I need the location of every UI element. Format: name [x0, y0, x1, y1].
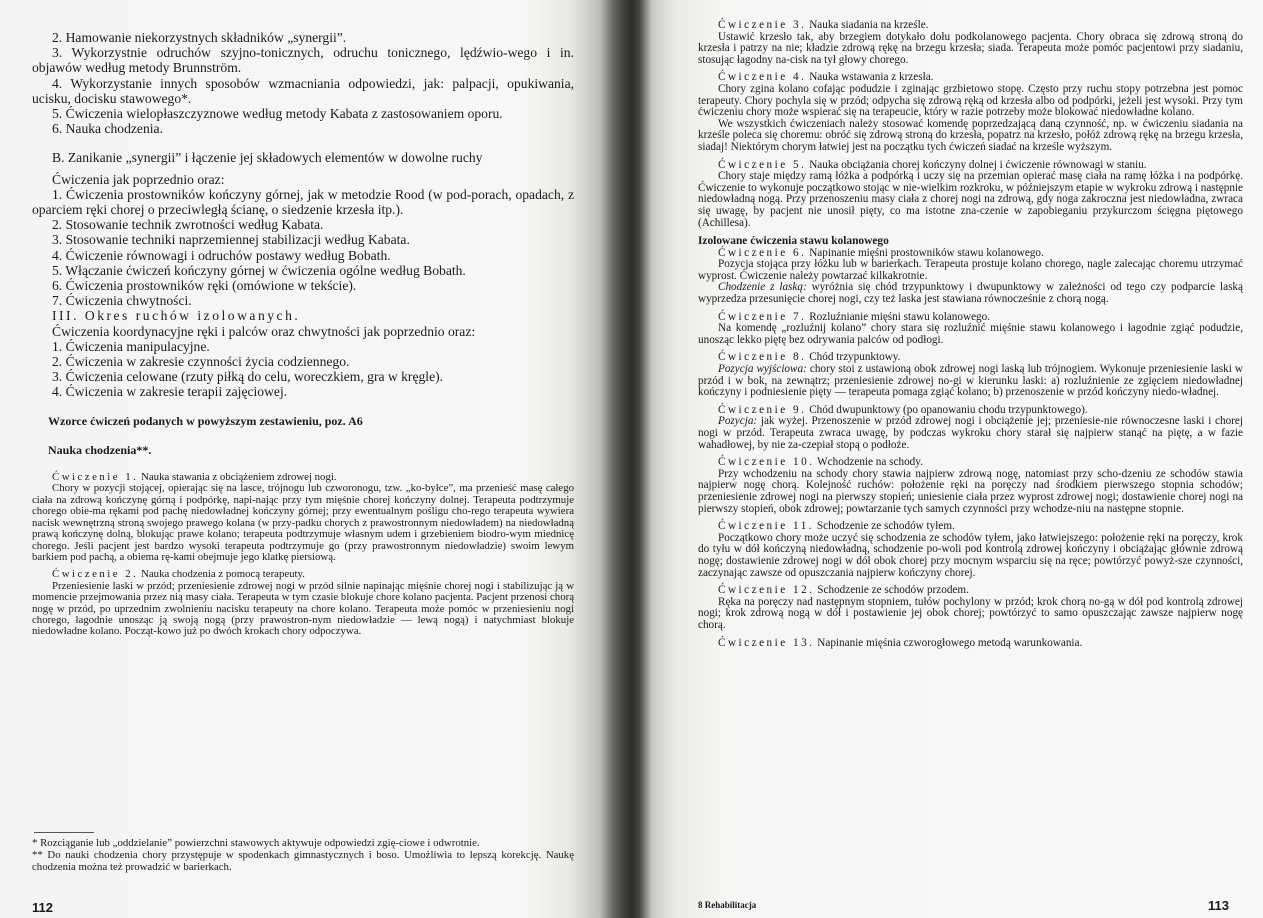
- exercise-label: Ćwiczenie 11.: [718, 520, 815, 533]
- period-heading: III. Okres ruchów izolowanych.: [52, 308, 301, 324]
- exercise-title: Nauka obciążania chorej kończyny dolnej i ćwiczenie równowagi w staniu.: [809, 158, 1147, 171]
- position-label: Pozycja:: [718, 415, 758, 428]
- list-item: 3. Wykorzystnie odruchów szyjno-tonicznych, odruchu tonicznego, lędźwio-wego i in. objawów według metody Brunnström.: [32, 45, 574, 76]
- exercise-body: Na komendę „rozluźnij kolano” chory stara się rozluźnić mięśnie stawu kolanowego i łagodnie zgiąć podudzie, unosząc lekko piętę bez odrywania palców od podłogi.: [698, 322, 1243, 346]
- exercise-title: Chód trzypunktowy.: [809, 351, 901, 364]
- right-page: [652, 0, 1263, 918]
- footnote-rule: [34, 832, 94, 833]
- signature-mark: 8 Rehabilitacja: [698, 900, 757, 910]
- exercise-label: Ćwiczenie 2.: [52, 568, 139, 581]
- exercise-title: Napinanie mięśni prostowników stawu kolanowego.: [809, 246, 1044, 259]
- list-item: 5. Ćwiczenia wielopłaszczyznowe według metody Kabata z zastosowaniem oporu.: [52, 106, 503, 122]
- exercise-body: Początkowo chory może uczyć się schodzenia ze schodów tyłem, jako łatwiejszego: położenie ręki na poręczy, krok do tyłu w dół kończyną niedowładną, schodzenie po-woli pod kontrolą zdrowej kończyny i obciążając głównie zdrową nogę; dostawienie zdrowej nogi w dół obok chorej przy mocnym wsparciu się na ręce; powtórzyć powyż-sze czynności, zaczynając zawsze od opuszczania najpierw kończyny chorej.: [698, 531, 1243, 579]
- footnote: * Rozciąganie lub „oddzielanie” powierzchni stawowych aktywuje odpowiedzi zgię-ciowe i odwrotnie.: [32, 837, 480, 849]
- list-item: 4. Ćwiczenia w zakresie terapii zajęciowej.: [52, 384, 288, 400]
- patterns-heading: Wzorce ćwiczeń podanych w powyższym zestawieniu, poz. A6: [48, 413, 363, 428]
- position-label: Pozycja wyjściowa:: [718, 363, 807, 376]
- list-item: 7. Ćwiczenia chwytności.: [52, 293, 192, 309]
- list-item: 4. Ćwiczenie równowagi i odruchów postawy według Bobath.: [52, 247, 391, 263]
- exercise-title: Nauka stawania z obciążeniem zdrowej nogi.: [141, 471, 337, 484]
- exercise-body: Chory staje między ramą łóżka a podpórką i uczy się na przemian opierać masę ciała na ramę łóżka i na podpórkę. Ćwiczenie to wykonuje początkowo stojąc w nie-wielkim rozkroku, w późniejszym etapie w wykroku zdrową i następnie niedowładną nogą. Przy przenoszeniu masy ciała z chorej nogi na zdrową, gdy noga zakroczna jest niedowładna, zwraca się uwagę, by pacjent nie unosił pięty, co ma istotne zna-czenie w zapobieganiu przykurczom ścięgna piętowego (Achillesa).: [698, 170, 1243, 229]
- page-number-right: 113: [1208, 898, 1229, 913]
- exercise-body: Chory w pozycji stojącej, opierając się na lasce, trójnogu lub czworonogu, tzw. „ko-byłce”, ma przenieść masę całego ciała na zdrową kończynę górną i podpórkę, napi-nając przy tym mięśnie chorej kończyny dolnej. Terapeuta podtrzymuje chorego obie-ma rękami pod pachę niedowładnej kończyny górnej; przy ewentualnym pośligu cho-rego terapeuta wywiera nacisk wewnętrzną stroną swojego prawego kolana (w przy-padku chorych z prawostronnym niedowładem) na niedowładną prawą kończynę dolną, blokując prawe kolano; terapeuta podtrzymuje własnym udem i grzebieniem biodro-wym miednicę chorego. Jeśli pacjent jest bardzo wysoki terapeuta podtrzymuje go (przy prawostronnym niedowładzie) swoim lewym barkiem pod pachą, a obiema rę-kami obejmuje jego klatkę piersiową.: [32, 482, 574, 563]
- exercise-label: Ćwiczenie 7.: [718, 310, 807, 323]
- exercise-label: Ćwiczenie 8.: [718, 351, 807, 364]
- exercise-body: jak wyżej. Przenoszenie w przód zdrowej nogi i obciążenie jej; przeniesie-nie równoczesne laski i chorej nogi w przód. Terapeuta zwraca uwagę, by podczas wykroku chory starał się najpierw stanąć na piętę, a w fazie wahadłowej, by nie za-czepiał stopą o podłoże.: [698, 415, 1244, 451]
- paragraph: Ćwiczenia jak poprzednio oraz:: [52, 171, 225, 187]
- exercise-title: Nauka wstawania z krzesła.: [809, 71, 934, 84]
- list-item: 1. Ćwiczenia manipulacyjne.: [52, 338, 210, 354]
- exercise-body: Pozycja stojąca przy łóżku lub w barierkach. Terapeuta prostuje kolano chorego, nagle zalecając choremu utrzymać wyprost. Ćwiczenie należy powtarzać kilkakrotnie.: [698, 258, 1243, 282]
- exercise-label: Ćwiczenie 5.: [718, 158, 807, 171]
- list-item: 3. Ćwiczenia celowane (rzuty piłką do celu, woreczkiem, gra w kręgle).: [52, 369, 444, 385]
- exercise-body: Ustawić krzesło tak, aby brzegiem dotykało dołu podkolanowego pacjenta. Chory obraca się zdrową stroną do krzesła i patrzy na nie; kładzie zdrową rękę na brzegu krzesła; siada. Terapeuta może pomóc pacjentowi przy siadaniu, stosując łagodny na-cisk na tył głowy chorego.: [698, 30, 1243, 66]
- footnote: ** Do nauki chodzenia chory przystępuje w spodenkach gimnastycznych i boso. Umożliwia to lepszą korekcję. Naukę chodzenia można też prowadzić w barierkach.: [32, 848, 574, 873]
- exercise-body: Chory zgina kolano cofając podudzie i zginając grzbietowo stopę. Często przy ruchu stopy potrzebna jest pomoc terapeuty. Chory pochyla się w przód; odpycha się zdrową ręką od krzesła albo od podpórki, jeżeli jest wysoki. Przy tym ćwiczeniu chory może wspierać się na terapeucie, który w razie potrzeby może blokować niedowładne kolano.: [698, 82, 1243, 119]
- list-item: 5. Włączanie ćwiczeń kończyny górnej w ćwiczenia ogólne według Bobath.: [52, 262, 466, 278]
- section-b-heading: B. Zanikanie „synergii” i łączenie jej składowych elementów w dowolne ruchy: [52, 150, 483, 166]
- knee-heading: Izolowane ćwiczenia stawu kolanowego: [698, 235, 889, 248]
- exercise-title: Nauka chodzenia z pomocą terapeuty.: [141, 568, 305, 581]
- list-item: 2. Hamowanie niekorzystnych składników „synergii”.: [52, 30, 347, 45]
- exercise-label: Ćwiczenie 4.: [718, 71, 807, 84]
- exercise-body: Przy wchodzeniu na schody chory stawia najpierw zdrową nogę, natomiast przy scho-dzeniu ze schodów stawia najpierw nogę chorą. Kolejność ruchów: położenie ręki na poręczy nad środkiem pierwszego stopnia schodów; przeniesienie zdrowej nogi na pierwszy stopień; uniesienie ciała przez wyprost zdrowej nogi; dostawienie chorej nogi na pierwszy stopień, obok zdrowej; powtarzanie tych samych czynności przy wchodze-niu na następne stopnie.: [698, 467, 1243, 515]
- left-page: [0, 0, 612, 918]
- exercise-title: Nauka siadania na krześle.: [809, 19, 929, 31]
- list-item: 2. Ćwiczenia w zakresie czynności życia codziennego.: [52, 354, 350, 370]
- exercise-body: wyróżnia się chód trzypunktowy i dwupunktowy w zależności od tego czy podparcie laską wyprzedza przesunięcie chorej nogi, czy też laska jest stawiana równocześnie z chorą nogą.: [698, 281, 1243, 306]
- list-item: 3. Stosowanie techniki naprzemiennej stabilizacji według Kabata.: [52, 232, 410, 248]
- list-item: 1. Ćwiczenia prostowników kończyny górnej, jak w metodzie Rood (w pod-porach, opadach, z oparciem ręki chorej o przeciwległą ścianę, o siedzenie krzesła itp.).: [32, 186, 574, 218]
- exercise-body: We wszystkich ćwiczeniach należy stosować komendę poprzedzającą daną czynność, np. w ćwiczeniu siadania na krześle poleca się choremu: obróć się zdrową stroną do krzesła, popatrz na krzesło, połóż zdrową rękę na brzegu krzesła, siadaj! Niektórym chorym łatwiej jest na początku tych ćwiczeń siadać na krześle wyższym.: [698, 117, 1243, 153]
- exercise-body: chory stoi z ustawioną obok zdrowej nogi laską lub trójnogiem. Wykonuje przeniesienie laski w przód i w bok, na zewnątrz; przeniesienie zdrowej no-gi w kierunku laski: a) rozluźnienie ze zgięciem niedowładnej kończyny i podniesienie pięty — terapeuta pomaga zgiąć kolano; b) przenoszenie w przód kończyny niedo-władnej.: [698, 363, 1243, 399]
- exercise-title: Schodzenie ze schodów tyłem.: [816, 520, 955, 533]
- exercise-title: Chód dwupunktowy (po opanowaniu chodu trzypunktowego).: [809, 403, 1088, 416]
- exercise-label: Ćwiczenie 1.: [52, 471, 139, 484]
- walk-heading: Nauka chodzenia**.: [48, 442, 152, 457]
- list-item: 6. Nauka chodzenia.: [52, 121, 163, 137]
- exercise-label: Ćwiczenie 13.: [718, 636, 815, 649]
- page-number-left: 112: [32, 900, 53, 915]
- list-item: 6. Ćwiczenia prostowników ręki (omówione w tekście).: [52, 278, 357, 294]
- exercise-label: Ćwiczenie 3.: [718, 19, 807, 31]
- paragraph: Ćwiczenia koordynacyjne ręki i palców oraz chwytności jak poprzednio oraz:: [52, 323, 476, 339]
- exercise-title: Napinanie mięśnia czworogłowego metodą warunkowania.: [817, 636, 1083, 649]
- exercise-title: Schodzenie ze schodów przodem.: [817, 584, 969, 597]
- exercise-body: Przeniesienie laski w przód; przeniesienie zdrowej nogi w przód silnie napinając mięśnie chorej nogi i stabilizując ją w momencie przejmowania przez nią masy ciała. Terapeuta w tym czasie blokuje chore kolano pacjenta. Pacjent przenosi chorą nogę w przód, po uprzednim zwolnieniu nacisku terapeuty na chore kolano. Terapeuta może pomóc w przeniesieniu nogi chorego, łagodnie unosząc ją swoją nogą (przy prawostron-nym niedowładzie — lewą nogą) i natychmiast blokuje niedowładne kolano. Począt-kowo już po dwóch krokach chory odpoczywa.: [32, 579, 574, 638]
- exercise-title: Wchodzenie na schody.: [817, 456, 923, 469]
- walk-label: Chodzenie z laską:: [718, 281, 807, 294]
- exercise-label: Ćwiczenie 6.: [718, 246, 807, 259]
- exercise-label: Ćwiczenie 12.: [718, 584, 815, 597]
- list-item: 2. Stosowanie technik zwrotności według Kabata.: [52, 217, 324, 233]
- exercise-title: Rozluźnianie mięśni stawu kolanowego.: [809, 310, 991, 323]
- book-gutter: [612, 0, 652, 918]
- footnotes: [32, 838, 574, 873]
- exercise-label: Ćwiczenie 10.: [718, 456, 815, 469]
- exercise-label: Ćwiczenie 9.: [718, 403, 807, 416]
- exercise-body: Ręka na poręczy nad następnym stopniem, tułów pochylony w przód; krok chorą no-gą w dół pod kontrolą zdrowej nogi; krok zdrową nogą w dół i postawienie jej obok chorej; powtórzyć to samo opuszczając zawsze najpierw nogę chorą.: [698, 595, 1243, 631]
- list-item: 4. Wykorzystanie innych sposobów wzmacniania odpowiedzi, jak: palpacji, opukiwania, ucisku, docisku stawowego*.: [32, 75, 574, 106]
